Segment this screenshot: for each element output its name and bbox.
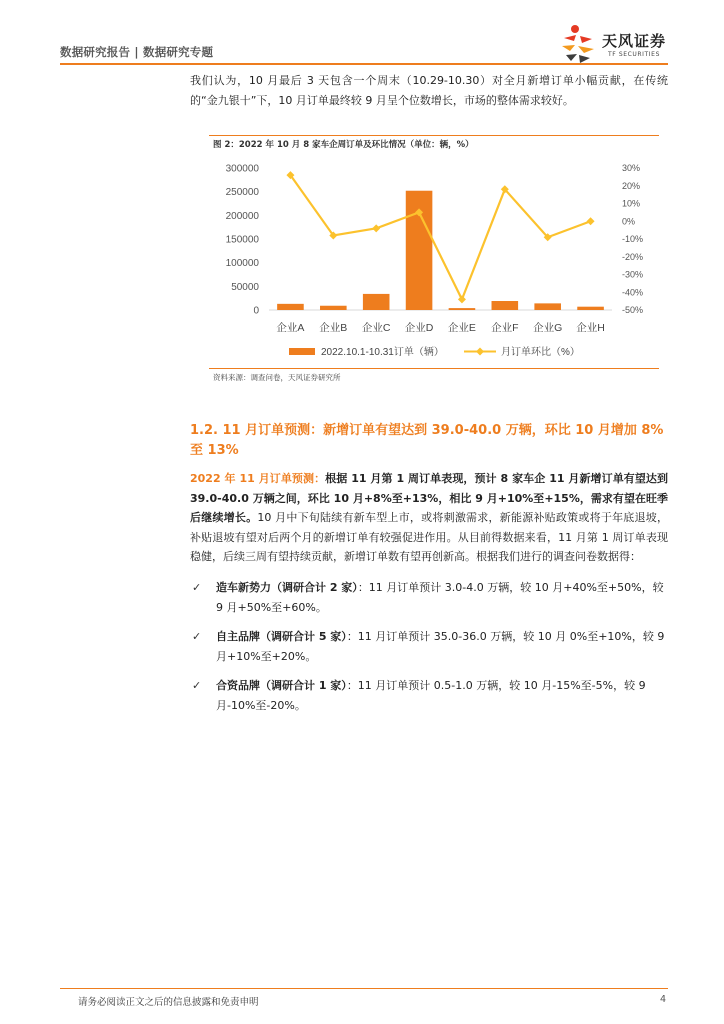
logo-mark-icon <box>558 24 598 66</box>
legend-label-line: 月订单环比（%） <box>501 347 580 358</box>
figure-title: 图 2：2022 年 10 月 8 家车企周订单及环比情况（单位：辆，%） <box>213 140 474 150</box>
y2-tick-label: 0% <box>622 216 636 227</box>
bullet-name: 造车新势力（调研合计 2 家） <box>216 581 358 594</box>
chart-bar <box>277 304 304 310</box>
y-tick-label: 250000 <box>225 187 259 199</box>
y-tick-label: 100000 <box>225 258 259 270</box>
y2-tick-label: 30% <box>622 163 641 173</box>
chart-bar <box>492 301 519 310</box>
x-tick-label: 企业G <box>533 322 563 334</box>
footer-disclaimer: 请务必阅读正文之后的信息披露和免责申明 <box>78 997 259 1008</box>
y2-tick-label: -20% <box>622 251 644 262</box>
legend-swatch-marker <box>476 348 484 356</box>
bullet-text: ：11 月订单预计 3.0-4.0 万辆，较 10 月+40%至+50%，较 9 月+50%至+60%。 <box>216 581 664 614</box>
check-icon: ✓ <box>192 581 202 594</box>
x-tick-label: 企业D <box>404 322 434 334</box>
forecast-rest: 10 月中下旬陆续有新车型上市，或将刺激需求，新能源补贴政策或将于年底退坡，补贴退坡有望对后两个月的新增订单有较强促进作用。从目前得数据来看，11 月第 1 周订单表现稳健，后续三周有望持续贡献，新增订单数有望再创新高。根据我们进行的调查问卷数据得： <box>190 511 668 563</box>
chart-line-point <box>587 217 595 225</box>
chart-line-point <box>458 295 466 303</box>
header-divider <box>60 63 668 65</box>
y2-tick-label: 10% <box>622 198 641 209</box>
figure-top-rule <box>209 135 659 136</box>
legend-label-bar: 2022.10.1-10.31订单（辆） <box>321 347 444 358</box>
legend-swatch-bar <box>289 348 315 355</box>
bullet-name: 合资品牌（调研合计 1 家） <box>216 679 347 692</box>
chart-bar <box>363 294 390 310</box>
header-title: 数据研究报告 | 数据研究专题 <box>60 45 214 59</box>
x-tick-label: 企业H <box>576 322 605 334</box>
chart-bar <box>534 303 561 310</box>
list-item <box>190 627 668 666</box>
chart-bar <box>320 306 347 310</box>
bullet-name: 自主品牌（调研合计 5 家） <box>216 630 347 643</box>
orders-chart <box>209 152 659 368</box>
forecast-bold: 根据 11 月第 1 周订单表现，预计 8 家车企 11 月新增订单有望达到 39.0-40.0 万辆之间，环比 10 月+8%至+13%，相比 9 月+10%至+15%，需求有望在旺季后继续增长。 <box>190 472 668 524</box>
logo-text-cn: 天风证券 <box>602 32 667 50</box>
forecast-bullets <box>190 578 668 725</box>
logo-text-en: TF SECURITIES <box>608 51 660 58</box>
bullet-text: ：11 月订单预计 35.0-36.0 万辆，较 10 月 0%至+10%，较 9 月+10%至+20%。 <box>216 630 665 663</box>
check-icon: ✓ <box>192 679 202 692</box>
footer-divider <box>60 988 668 989</box>
list-item <box>190 676 668 715</box>
x-tick-label: 企业E <box>447 322 476 334</box>
forecast-lead: 2022 年 11 月订单预测： <box>190 472 326 485</box>
x-tick-label: 企业A <box>276 322 305 334</box>
chart-line-point <box>372 224 380 232</box>
x-tick-label: 企业C <box>361 322 391 334</box>
y-tick-label: 50000 <box>231 281 259 293</box>
y-tick-label: 300000 <box>225 163 259 175</box>
y2-tick-label: -10% <box>622 234 644 244</box>
y-tick-label: 0 <box>253 305 259 317</box>
chart-bar <box>449 308 476 310</box>
page-number: 4 <box>659 994 666 1005</box>
x-tick-label: 企业B <box>319 322 348 334</box>
section-title: 1.2. 11 月订单预测：新增订单有望达到 39.0-40.0 万辆，环比 10 月增加 8%至 13% <box>190 423 664 458</box>
x-tick-label: 企业F <box>491 322 519 334</box>
list-item <box>190 578 668 617</box>
check-icon: ✓ <box>192 630 202 643</box>
forecast-paragraph <box>190 469 668 567</box>
y-tick-label: 200000 <box>225 210 259 222</box>
figure-source: 资料来源：调查问卷，天风证券研究所 <box>213 373 341 382</box>
figure-bottom-rule <box>209 368 659 369</box>
company-logo <box>558 24 668 66</box>
y2-tick-label: -50% <box>622 305 644 315</box>
chart-bar <box>577 307 604 310</box>
y-tick-label: 150000 <box>225 234 259 246</box>
intro-paragraph: 我们认为，10 月最后 3 天包含一个周末（10.29-10.30）对全月新增订单小幅贡献，在传统的“金九银十”下，10 月订单最终较 9 月呈个位数增长，市场的整体需求较好。 <box>190 74 668 107</box>
y2-tick-label: -30% <box>622 269 644 280</box>
y2-tick-label: -40% <box>622 287 644 298</box>
bullet-text: ：11 月订单预计 0.5-1.0 万辆，较 10 月-15%至-5%，较 9 月-10%至-20%。 <box>216 679 646 712</box>
y2-tick-label: 20% <box>622 180 641 191</box>
